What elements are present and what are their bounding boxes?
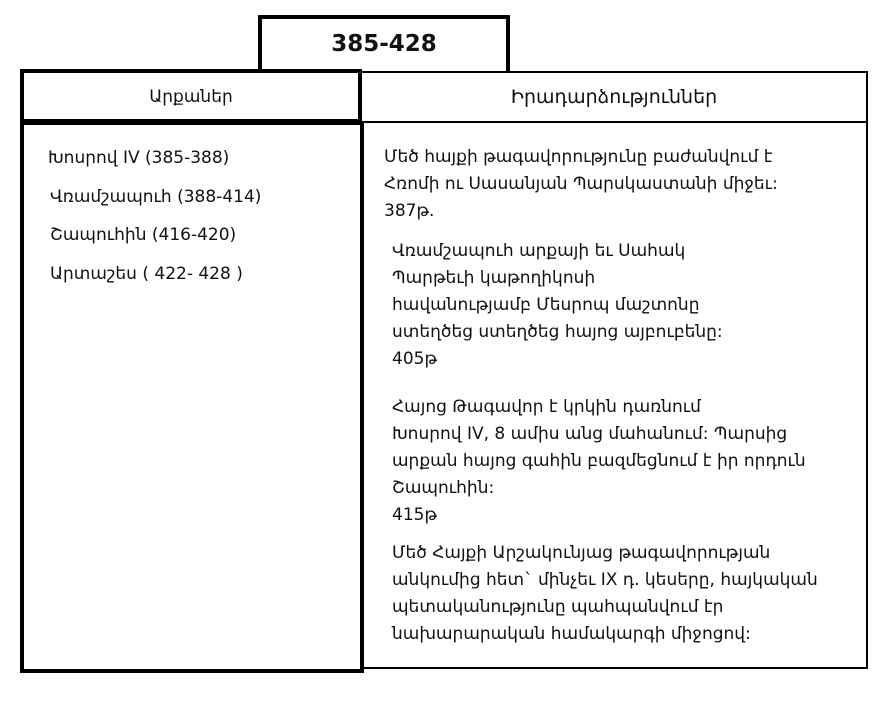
event-item <box>384 144 778 225</box>
event-line: 415թ <box>392 505 437 525</box>
event-line: արքան հայոց գահին բազմեցնում է իր որդուն <box>392 451 806 471</box>
event-line: հավանությամբ Մեսրոպ մաշտոնը <box>392 295 700 315</box>
event-line: Հայոց Թագավոր է կրկին դառնում <box>392 397 701 417</box>
event-item <box>392 540 818 648</box>
event-line: Պարթեւի կաթողիկոսի <box>392 268 596 288</box>
event-line: Շապուհին: <box>392 478 495 498</box>
event-line: Վռամշապուհ արքայի եւ Սահակ <box>392 241 686 261</box>
king-item: Արտաշես ( 422- 428 ) <box>50 264 243 284</box>
events-header <box>362 71 868 123</box>
kings-header <box>20 69 362 123</box>
events-header-label: Իրադարձություններ <box>510 86 718 108</box>
event-line: անկումից հետ` մինչեւ IX դ. կեսերը, հայկական <box>392 570 818 590</box>
event-item <box>392 394 806 529</box>
event-line: պետականությունը պահպանվում էր <box>392 597 724 617</box>
king-item: Շապուհին (416-420) <box>50 225 237 245</box>
period-title: 385-428 <box>331 31 437 57</box>
period-box <box>258 15 510 73</box>
king-item: Վռամշապուհ (388-414) <box>50 187 262 207</box>
event-line: Խոսրով IV, 8 ամիս անց մահանում: Պարսից <box>392 424 788 444</box>
kings-header-label: Արքաներ <box>149 87 233 107</box>
event-line: նախարարական համակարգի միջոցով: <box>392 624 751 644</box>
event-item <box>392 238 723 373</box>
event-line: Մեծ հայքի թագավորությունը բաժանվում է <box>384 147 773 167</box>
event-line: 387թ. <box>384 201 435 221</box>
king-item: Խոսրով IV (385-388) <box>48 148 230 168</box>
event-line: Հռոմի ու Սասանյան Պարսկաստանի միջեւ: <box>384 174 778 194</box>
event-line: ստեղծեց ստեղծեց հայոց այբուբենը: <box>392 322 723 342</box>
event-line: Մեծ Հայքի Արշակունյաց թագավորության <box>392 543 771 563</box>
event-line: 405թ <box>392 349 437 369</box>
